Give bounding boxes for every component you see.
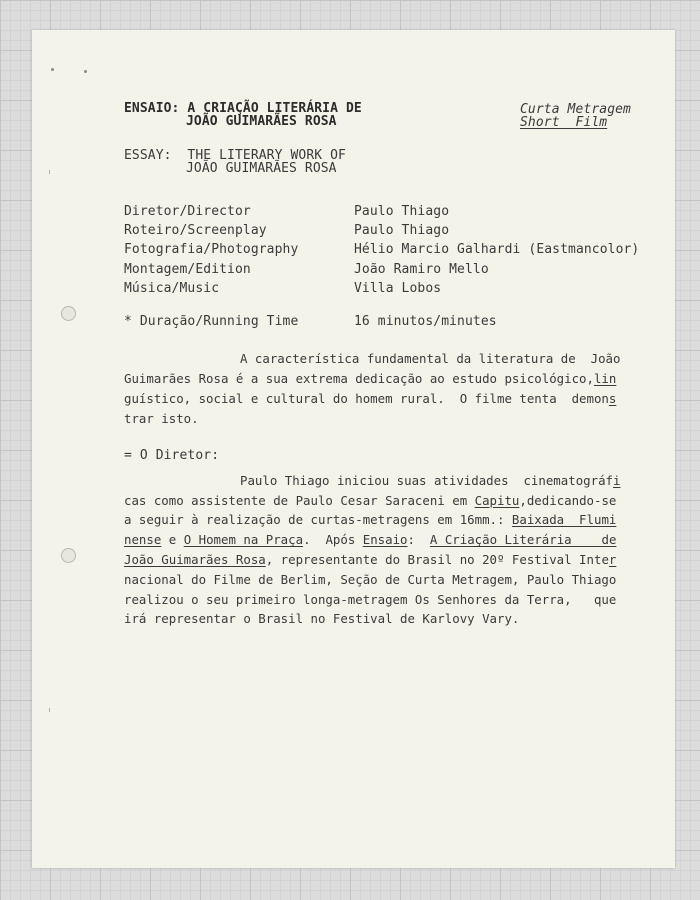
bio-text: , representante do Brasil no 20º Festival Inte — [265, 552, 609, 567]
film-title-capitu: Capitu — [474, 493, 520, 508]
bio-text-underlined: r — [608, 552, 617, 567]
duration-value: 16 minutos/minutes — [354, 314, 497, 329]
duration-label: * Duração/Running Time — [124, 314, 299, 329]
bio-text: a seguir à realização de curtas-metragens em 16mm.: — [124, 512, 512, 527]
punch-hole — [61, 306, 76, 321]
format-tag-en: Short Film — [520, 115, 608, 130]
essay-title-line-1: ESSAY: THE LITERARY WORK OF — [124, 148, 346, 163]
bio-line — [240, 471, 640, 491]
film-title-baixada-cont: nense — [124, 532, 162, 547]
bio-text: : — [407, 532, 430, 547]
credit-role: Fotografia/Photography — [124, 242, 299, 257]
intro-line: trar isto. — [124, 411, 199, 426]
bio-line — [124, 550, 636, 570]
intro-text-underlined: lin — [593, 371, 617, 386]
film-title-criacao: A Criação Literária de — [429, 532, 617, 547]
bio-text: Paulo Thiago iniciou suas atividades cinematográf — [240, 473, 613, 488]
credit-name: Paulo Thiago — [354, 204, 450, 219]
bio-line — [124, 491, 636, 511]
bio-line — [124, 510, 636, 530]
bio-line: realizou o seu primeiro longa-metragem Os Senhores da Terra, que — [124, 592, 617, 607]
credit-role: Montagem/Edition — [124, 262, 251, 277]
bio-line: irá representar o Brasil no Festival de Karlovy Vary. — [124, 611, 520, 626]
bio-text: cas como assistente de Paulo Cesar Saraceni em — [124, 493, 475, 508]
bio-text: e — [161, 532, 184, 547]
bio-text: ,dedicando-se — [519, 493, 617, 508]
title-line-1: ENSAIO: A CRIAÇÃO LITERÁRIA DE — [124, 101, 362, 116]
ink-speck — [84, 70, 87, 73]
intro-line — [124, 389, 636, 409]
intro-text-underlined: s — [608, 391, 617, 406]
margin-mark — [49, 708, 50, 712]
intro-line: A característica fundamental da literatura de João — [240, 351, 621, 366]
credit-name: Paulo Thiago — [354, 223, 450, 238]
film-title-criacao-cont: João Guimarães Rosa — [124, 552, 266, 567]
essay-title-line-2: JOÃO GUIMARÃES ROSA — [186, 161, 337, 176]
credit-role: Diretor/Director — [124, 204, 251, 219]
title-line-2: JOÃO GUIMARÃES ROSA — [186, 114, 337, 129]
format-tag-pt: Curta Metragem — [520, 102, 631, 117]
credit-name: João Ramiro Mello — [354, 262, 489, 277]
intro-text: Guimarães Rosa é a sua extrema dedicação ao estudo psicológico, — [124, 371, 594, 386]
credit-role: Roteiro/Screenplay — [124, 223, 267, 238]
bio-text: . Após — [303, 532, 363, 547]
credit-name: Villa Lobos — [354, 281, 442, 296]
bio-text-underlined: i — [613, 473, 621, 488]
punch-hole — [61, 548, 76, 563]
credit-role: Música/Music — [124, 281, 220, 296]
intro-line — [124, 369, 636, 389]
bio-line: nacional do Filme de Berlim, Seção de Curta Metragem, Paulo Thiago — [124, 572, 617, 587]
section-heading-director: = O Diretor: — [124, 448, 220, 463]
film-title-homem-praca: O Homem na Praça — [183, 532, 304, 547]
film-title-baixada: Baixada Flumi — [511, 512, 617, 527]
bio-line — [124, 530, 636, 550]
margin-mark — [49, 170, 50, 174]
intro-text: guístico, social e cultural do homem rural. O filme tenta demon — [124, 391, 609, 406]
ink-speck — [51, 68, 54, 71]
credit-name: Hélio Marcio Galhardi (Eastmancolor) — [354, 242, 640, 257]
film-title-ensaio: Ensaio — [362, 532, 408, 547]
